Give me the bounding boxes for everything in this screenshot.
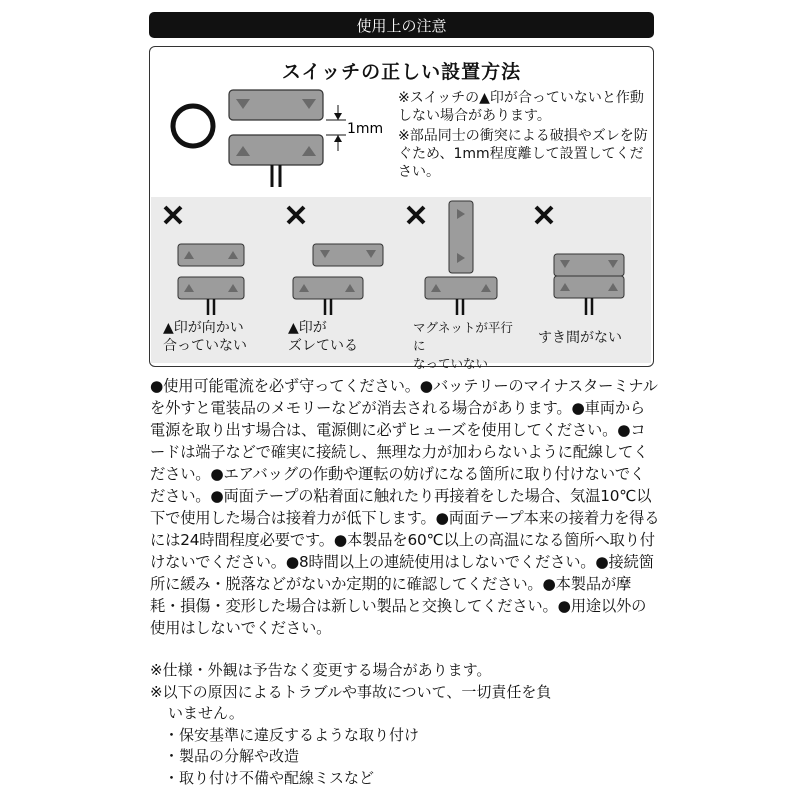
scenario-not-parallel-label <box>413 319 525 373</box>
scenario-not-facing-label <box>163 319 247 355</box>
ng-cross-icon <box>536 207 552 223</box>
scenario-label-line: 合っていない <box>163 338 247 354</box>
scenario-label-line: なっていない <box>413 356 489 371</box>
scenario-label-line: すき間がない <box>538 330 622 346</box>
scenario-no-gap-diagram <box>526 197 650 317</box>
scenario-misaligned <box>276 197 400 363</box>
gap-label: 1mm <box>347 121 384 137</box>
scenario-misaligned-label <box>288 319 358 355</box>
install-guide-panel <box>149 46 654 371</box>
scenario-not-parallel-diagram <box>401 197 525 317</box>
scenario-misaligned-diagram <box>276 197 400 317</box>
ng-cross-icon <box>165 207 181 223</box>
ng-cross-icon <box>288 207 304 223</box>
section-title: 使用上の注意 <box>356 16 447 35</box>
scenario-label-line: マグネットが平行に <box>413 320 513 353</box>
note-gap-spacing: ※部品同士の衝突による破損やズレを防ぐため、1mm程度離して設置してください。 <box>398 128 648 180</box>
scenario-not-facing-diagram <box>151 197 275 317</box>
incorrect-install-examples <box>151 197 651 371</box>
footnote-bullet: ・取り付け不備や配線ミスなど <box>164 768 375 787</box>
scenario-label-line: ▲印が向かい <box>163 320 244 336</box>
scenario-no-gap-label <box>538 329 622 347</box>
scenario-label-line: ▲印が <box>288 320 327 336</box>
footnotes <box>150 660 660 789</box>
section-header <box>149 12 654 38</box>
footnote-liability: ※以下の原因によるトラブルや事故について、一切責任を負 <box>150 682 552 701</box>
footnote-bullet: ・保安基準に違反するような取り付け <box>164 725 420 744</box>
note-arrow-alignment: ※スイッチの▲印が合っていないと作動しない場合があります。 <box>398 90 644 124</box>
scenario-no-gap <box>526 197 650 363</box>
install-guide-title: スイッチの正しい設置方法 <box>281 61 522 83</box>
footnote-bullet: ・製品の分解や改造 <box>164 747 300 765</box>
footnote-spec-change: ※仕様・外観は予告なく変更する場合があります。 <box>150 661 492 679</box>
footnote-liability-cont: いません。 <box>168 704 244 722</box>
correct-install-diagram <box>150 47 395 197</box>
scenario-not-parallel <box>401 197 525 371</box>
scenario-not-facing <box>151 197 275 363</box>
ok-circle-icon <box>173 106 213 146</box>
scenario-label-line: ズレている <box>288 338 358 354</box>
ng-cross-icon <box>408 207 424 223</box>
precautions-text: ●使用可能電流を必ず守ってください。●バッテリーのマイナスターミナルを外すと電装品のメモリーなどが消去される場合があります。●車両から電源を取り出す場合は、電源側に必ずヒューズを使用してください。●コードは端子などで確実に接続し、無理な力が加わらないように配線してください。●エアバッグの作動や運転の妨げになる箇所に取り付けないでください。●両面テープの粘着面に触れたり再接着をした場合、気温10℃以下で使用した場合は接着力が低下します。●両面テープ本来の接着力を得るには24時間程度必要です。●本製品を60℃以上の高温になる箇所へ取り付けないでください。●8時間以上の連続使用はしないでください。●接続箇所に緩み・脱落などがないか定期的に確認してください。●本製品が摩耗・損傷・変形した場合は新しい製品と交換してください。●用途以外の使用はしないでください。 <box>150 377 660 637</box>
